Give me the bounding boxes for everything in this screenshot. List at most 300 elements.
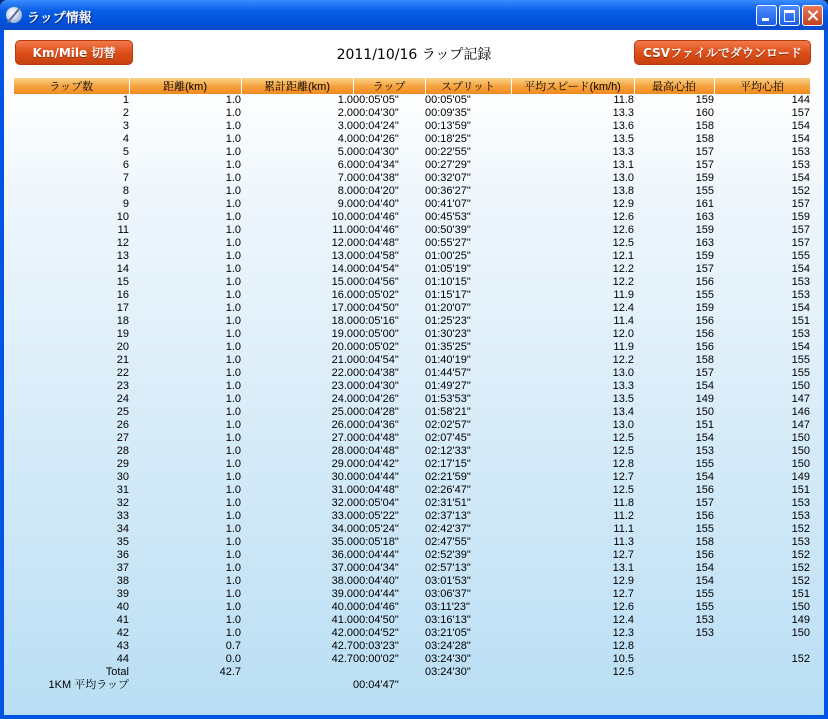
average-speed-cell: 13.6	[612, 120, 634, 132]
average-speed-cell: 12.9	[612, 575, 634, 587]
max-heart-rate-cell	[634, 653, 714, 666]
table-row	[14, 263, 810, 276]
average-speed-cell: 11.8	[613, 497, 634, 509]
cumulative-distance-cell: 25.0	[331, 406, 353, 418]
lap-time-cell: 00:04'44"	[353, 549, 399, 561]
max-heart-rate-cell: 154	[695, 471, 714, 483]
cumulative-distance-cell: 42.0	[331, 627, 353, 639]
max-heart-rate-cell: 154	[695, 575, 714, 587]
max-heart-rate-cell: 157	[695, 159, 714, 171]
split-cell: 03:16'13"	[425, 614, 471, 626]
cumulative-distance-cell: 24.0	[331, 393, 353, 405]
max-heart-rate-cell: 157	[695, 146, 714, 158]
split-cell: 00:18'25"	[425, 133, 471, 145]
average-heart-rate-cell: 149	[791, 614, 810, 626]
split-cell: 01:10'15"	[425, 276, 471, 288]
distance-cell: 1.0	[225, 432, 241, 444]
average-speed-cell: 10.5	[612, 653, 634, 665]
average-speed-cell: 13.3	[612, 107, 634, 119]
max-heart-rate-cell: 153	[695, 614, 714, 626]
split-cell: 02:42'37"	[425, 523, 471, 535]
split-cell: 01:49'27"	[425, 380, 471, 392]
csv-download-button[interactable]: CSVファイルでダウンロード	[634, 40, 811, 65]
average-heart-rate-cell: 153	[791, 510, 810, 522]
average-speed-cell: 12.0	[612, 328, 634, 340]
split-cell: 02:52'39"	[425, 549, 471, 561]
lap-time-cell: 00:04'47"	[353, 679, 399, 691]
lap-time-cell: 00:04'46"	[353, 601, 399, 613]
average-speed-cell: 13.8	[612, 185, 634, 197]
cumulative-distance-cell: 3.0	[337, 120, 353, 132]
average-speed-cell: 13.5	[612, 393, 634, 405]
lap-number-cell: 7	[122, 172, 129, 184]
average-speed-cell	[511, 679, 634, 692]
lap-number-cell: 5	[122, 146, 129, 158]
lap-number-cell: 17	[116, 302, 129, 314]
max-heart-rate-cell: 159	[695, 172, 714, 184]
split-cell: 01:40'19"	[425, 354, 471, 366]
split-cell: 01:25'23"	[425, 315, 471, 327]
average-heart-rate-cell: 159	[791, 211, 810, 223]
total-row	[14, 666, 810, 679]
average-heart-rate-cell: 157	[791, 224, 810, 236]
cumulative-distance-cell: 16.0	[331, 289, 353, 301]
lap-number-cell: 22	[116, 367, 129, 379]
split-cell: 03:06'37"	[425, 588, 471, 600]
split-cell: 02:17'15"	[425, 458, 471, 470]
cumulative-distance-cell: 23.0	[331, 380, 353, 392]
average-speed-cell: 13.3	[612, 146, 634, 158]
distance-cell: 1.0	[225, 523, 241, 535]
cumulative-distance-cell: 38.0	[331, 575, 353, 587]
average-speed-cell: 12.5	[612, 432, 634, 444]
average-heart-rate-cell: 151	[791, 484, 810, 496]
cumulative-distance-cell: 41.0	[331, 614, 353, 626]
km-mile-toggle-button[interactable]: Km/Mile 切替	[15, 40, 133, 65]
average-lap-row	[14, 679, 810, 692]
split-cell: 01:53'53"	[425, 393, 471, 405]
average-speed-cell: 12.5	[612, 237, 634, 249]
cumulative-distance-cell: 14.0	[331, 263, 353, 275]
split-cell: 00:09'35"	[425, 107, 471, 119]
cumulative-distance-cell: 39.0	[331, 588, 353, 600]
cumulative-distance-cell: 1.0	[337, 94, 353, 106]
client-area	[4, 30, 824, 715]
distance-cell: 1.0	[225, 211, 241, 223]
split-cell: 01:35'25"	[425, 341, 471, 353]
lap-number-cell: 12	[116, 237, 129, 249]
lap-number-cell: 32	[116, 497, 129, 509]
distance-cell: 1.0	[225, 172, 241, 184]
lap-number-cell: 35	[116, 536, 129, 548]
average-speed-cell: 11.3	[613, 536, 634, 548]
lap-time-cell: 00:03'23"	[353, 640, 399, 652]
lap-time-cell: 00:04'20"	[353, 185, 399, 197]
table-row	[14, 406, 810, 419]
split-cell	[425, 679, 511, 692]
split-cell: 02:26'47"	[425, 484, 471, 496]
table-row	[14, 172, 810, 185]
table-row	[14, 653, 810, 666]
lap-number-cell: 43	[116, 640, 129, 652]
column-header-lap-time[interactable]: ラップ	[353, 78, 425, 94]
cumulative-distance-cell: 11.0	[332, 224, 353, 236]
average-heart-rate-cell: 151	[791, 588, 810, 600]
table-row	[14, 224, 810, 237]
cumulative-distance-cell: 34.0	[331, 523, 353, 535]
max-heart-rate-cell	[634, 640, 714, 653]
table-row	[14, 432, 810, 445]
max-heart-rate-cell: 156	[695, 549, 714, 561]
lap-number-cell: 11	[117, 224, 129, 236]
average-heart-rate-cell: 150	[791, 627, 810, 639]
average-heart-rate-cell: 153	[791, 159, 810, 171]
table-row	[14, 146, 810, 159]
average-speed-cell: 12.5	[612, 445, 634, 457]
distance-cell: 1.0	[225, 250, 241, 262]
average-speed-cell: 12.7	[612, 588, 634, 600]
table-row	[14, 393, 810, 406]
max-heart-rate-cell: 153	[695, 627, 714, 639]
lap-time-cell: 00:04'34"	[353, 562, 399, 574]
average-heart-rate-cell: 153	[791, 146, 810, 158]
average-heart-rate-cell: 157	[791, 237, 810, 249]
average-heart-rate-cell: 150	[791, 380, 810, 392]
table-row	[14, 536, 810, 549]
average-speed-cell: 13.4	[612, 406, 634, 418]
distance-cell: 1.0	[225, 614, 241, 626]
column-header-average-speed[interactable]: 平均スピード(km/h)	[511, 78, 634, 94]
average-heart-rate-cell: 154	[791, 341, 810, 353]
lap-number-cell: 8	[122, 185, 129, 197]
lap-time-cell: 00:04'30"	[353, 107, 399, 119]
max-heart-rate-cell: 156	[695, 315, 714, 327]
average-speed-cell: 12.6	[612, 224, 634, 236]
distance-cell: 1.0	[225, 315, 241, 327]
distance-cell: 1.0	[225, 237, 241, 249]
table-row	[14, 614, 810, 627]
window-title: ラップ情報	[27, 11, 92, 26]
max-heart-rate-cell: 159	[695, 250, 714, 262]
split-cell: 03:01'53"	[425, 575, 471, 587]
lap-number-cell: 33	[116, 510, 129, 522]
cumulative-distance-cell: 19.0	[331, 328, 353, 340]
average-heart-rate-cell: 154	[791, 263, 810, 275]
split-cell: 03:21'05"	[425, 627, 471, 639]
distance-cell: 1.0	[225, 328, 241, 340]
cumulative-distance-cell: 20.0	[331, 341, 353, 353]
average-speed-cell: 13.3	[612, 380, 634, 392]
max-heart-rate-cell: 155	[695, 588, 714, 600]
table-row	[14, 120, 810, 133]
split-cell: 01:15'17"	[425, 289, 471, 301]
split-cell: 00:45'53"	[425, 211, 471, 223]
distance-cell: 1.0	[225, 575, 241, 587]
distance-cell: 1.0	[225, 601, 241, 613]
distance-cell: 1.0	[225, 94, 241, 106]
max-heart-rate-cell: 155	[695, 601, 714, 613]
distance-cell: 42.7	[219, 666, 241, 678]
split-cell: 02:07'45"	[425, 432, 471, 444]
cumulative-distance-cell: 18.0	[331, 315, 353, 327]
cumulative-distance-cell: 13.0	[331, 250, 353, 262]
average-speed-cell: 13.5	[612, 133, 634, 145]
cumulative-distance-cell: 29.0	[331, 458, 353, 470]
max-heart-rate-cell: 150	[695, 406, 714, 418]
split-cell: 01:44'57"	[425, 367, 471, 379]
max-heart-rate-cell: 159	[695, 94, 714, 106]
lap-time-cell: 00:05'22"	[353, 510, 399, 522]
max-heart-rate-cell: 159	[695, 224, 714, 236]
column-header-lap-number[interactable]: ラップ数	[14, 78, 129, 94]
lap-number-cell: 19	[116, 328, 129, 340]
table-row	[14, 159, 810, 172]
distance-cell	[129, 679, 241, 692]
page-title: 2011/10/16 ラップ記録	[336, 47, 492, 63]
split-cell: 02:12'33"	[425, 445, 471, 457]
max-heart-rate-cell: 154	[695, 432, 714, 444]
average-heart-rate-cell: 153	[791, 328, 810, 340]
distance-cell: 1.0	[225, 510, 241, 522]
average-speed-cell: 11.9	[613, 289, 634, 301]
lap-time-cell: 00:05'18"	[353, 536, 399, 548]
cumulative-distance-cell	[241, 679, 353, 692]
lap-time-cell: 00:05'04"	[353, 497, 399, 509]
average-speed-cell: 12.2	[612, 354, 634, 366]
table-row	[14, 185, 810, 198]
max-heart-rate-cell: 159	[695, 302, 714, 314]
table-row	[14, 315, 810, 328]
table-row	[14, 380, 810, 393]
max-heart-rate-cell: 153	[695, 445, 714, 457]
distance-cell: 1.0	[225, 588, 241, 600]
lap-time-cell: 00:04'40"	[353, 198, 399, 210]
average-speed-cell: 11.9	[613, 341, 634, 353]
close-icon[interactable]	[802, 5, 823, 26]
distance-cell: 1.0	[225, 497, 241, 509]
column-header-average-heart-rate[interactable]: 平均心拍	[714, 78, 810, 94]
lap-time-cell: 00:05'16"	[353, 315, 399, 327]
lap-number-cell: 10	[116, 211, 129, 223]
lap-time-cell: 00:04'36"	[353, 419, 399, 431]
cumulative-distance-cell: 2.0	[337, 107, 353, 119]
average-speed-cell: 13.1	[612, 159, 634, 171]
lap-time-cell: 00:04'42"	[353, 458, 399, 470]
average-speed-cell: 12.6	[612, 211, 634, 223]
max-heart-rate-cell: 156	[695, 341, 714, 353]
distance-cell: 1.0	[225, 445, 241, 457]
cumulative-distance-cell: 33.0	[331, 510, 353, 522]
average-speed-cell: 12.7	[612, 471, 634, 483]
lap-number-cell: 9	[122, 198, 129, 210]
average-heart-rate-cell: 155	[791, 354, 810, 366]
distance-cell: 1.0	[225, 289, 241, 301]
table-row	[14, 419, 810, 432]
split-cell: 00:50'39"	[425, 224, 471, 236]
title-bar[interactable]	[0, 0, 828, 30]
average-speed-cell: 12.2	[612, 263, 634, 275]
max-heart-rate-cell: 156	[695, 484, 714, 496]
cumulative-distance-cell: 35.0	[331, 536, 353, 548]
split-cell: 00:27'29"	[425, 159, 471, 171]
lap-number-cell: 27	[116, 432, 129, 444]
average-speed-cell: 12.5	[612, 666, 634, 678]
lap-time-cell: 00:05'00"	[353, 328, 399, 340]
lap-time-cell: 00:04'54"	[353, 263, 399, 275]
distance-cell: 1.0	[225, 406, 241, 418]
max-heart-rate-cell: 156	[695, 276, 714, 288]
lap-number-cell: 39	[116, 588, 129, 600]
lap-time-cell: 00:04'58"	[353, 250, 399, 262]
distance-cell: 1.0	[225, 380, 241, 392]
average-speed-cell: 12.4	[612, 302, 634, 314]
lap-number-cell: 34	[116, 523, 129, 535]
average-heart-rate-cell: 151	[791, 315, 810, 327]
lap-number-cell: 3	[122, 120, 129, 132]
table-row	[14, 549, 810, 562]
split-cell: 01:05'19"	[425, 263, 471, 275]
table-row	[14, 640, 810, 653]
average-heart-rate-cell: 146	[791, 406, 810, 418]
distance-cell: 1.0	[225, 393, 241, 405]
table-row	[14, 510, 810, 523]
table-row	[14, 497, 810, 510]
lap-time-cell: 00:04'48"	[353, 237, 399, 249]
average-heart-rate-cell: 152	[791, 549, 810, 561]
table-row	[14, 341, 810, 354]
average-heart-rate-cell: 149	[791, 471, 810, 483]
lap-time-cell: 00:04'44"	[353, 588, 399, 600]
table-row	[14, 484, 810, 497]
distance-cell: 1.0	[225, 159, 241, 171]
cumulative-distance-cell: 27.0	[331, 432, 353, 444]
column-header-distance[interactable]: 距離(km)	[129, 78, 241, 94]
split-cell: 00:41'07"	[425, 198, 471, 210]
lap-time-cell: 00:05'02"	[353, 289, 399, 301]
table-row	[14, 237, 810, 250]
split-cell: 01:20'07"	[425, 302, 471, 314]
split-cell: 03:24'28"	[425, 640, 471, 652]
average-speed-cell: 12.8	[612, 640, 634, 652]
distance-cell: 0.0	[225, 653, 241, 665]
lap-number-cell: 15	[116, 276, 129, 288]
lap-number-cell: 44	[116, 653, 129, 665]
lap-time-cell: 00:04'52"	[353, 627, 399, 639]
column-header-cumulative-distance[interactable]: 累計距離(km)	[241, 78, 353, 94]
lap-time-cell: 00:04'46"	[353, 224, 399, 236]
max-heart-rate-cell	[634, 679, 714, 692]
lap-number-cell: 29	[116, 458, 129, 470]
distance-cell: 1.0	[225, 263, 241, 275]
average-speed-cell: 13.0	[612, 419, 634, 431]
lap-time-cell: 00:05'24"	[353, 523, 399, 535]
distance-cell: 1.0	[225, 536, 241, 548]
max-heart-rate-cell: 160	[695, 107, 714, 119]
average-heart-rate-cell: 154	[791, 120, 810, 132]
max-heart-rate-cell: 157	[695, 263, 714, 275]
table-row	[14, 250, 810, 263]
table-row	[14, 445, 810, 458]
table-row	[14, 211, 810, 224]
average-heart-rate-cell	[714, 666, 810, 679]
max-heart-rate-cell: 149	[695, 393, 714, 405]
max-heart-rate-cell: 158	[695, 536, 714, 548]
table-row	[14, 562, 810, 575]
column-header-max-heart-rate[interactable]: 最高心拍	[634, 78, 714, 94]
column-header-split[interactable]: スプリット	[425, 78, 511, 94]
distance-cell: 1.0	[225, 198, 241, 210]
lap-time-cell: 00:04'50"	[353, 302, 399, 314]
lap-time-cell: 00:04'30"	[353, 146, 399, 158]
lap-time-cell: 00:04'30"	[353, 380, 399, 392]
lap-time-cell: 00:04'48"	[353, 484, 399, 496]
max-heart-rate-cell: 157	[695, 367, 714, 379]
table-row	[14, 523, 810, 536]
lap-number-cell: 13	[116, 250, 129, 262]
average-heart-rate-cell: 152	[791, 575, 810, 587]
maximize-icon[interactable]	[779, 5, 800, 26]
cumulative-distance-cell: 31.0	[331, 484, 353, 496]
lap-number-cell: 18	[116, 315, 129, 327]
lap-number-cell: 4	[122, 133, 129, 145]
cumulative-distance-cell: 15.0	[331, 276, 353, 288]
split-cell: 01:00'25"	[425, 250, 471, 262]
lap-number-cell: 38	[116, 575, 129, 587]
average-heart-rate-cell: 150	[791, 432, 810, 444]
cumulative-distance-cell: 6.0	[337, 159, 353, 171]
lap-time-cell: 00:04'26"	[353, 133, 399, 145]
split-cell: 01:58'21"	[425, 406, 471, 418]
split-cell: 01:30'23"	[425, 328, 471, 340]
split-cell: 02:21'59"	[425, 471, 471, 483]
lap-table	[14, 78, 811, 692]
average-speed-cell: 12.5	[612, 484, 634, 496]
table-row	[14, 367, 810, 380]
cumulative-distance-cell: 42.7	[331, 640, 353, 652]
minimize-icon[interactable]	[756, 5, 777, 26]
split-cell: 00:22'55"	[425, 146, 471, 158]
lap-time-cell: 00:04'24"	[353, 120, 399, 132]
average-heart-rate-cell: 157	[791, 198, 810, 210]
lap-time-cell: 00:00'02"	[353, 653, 399, 665]
table-row	[14, 276, 810, 289]
lap-time-cell: 00:04'48"	[353, 445, 399, 457]
max-heart-rate-cell: 151	[695, 419, 714, 431]
max-heart-rate-cell: 155	[695, 185, 714, 197]
table-row	[14, 627, 810, 640]
average-speed-cell: 12.9	[612, 198, 634, 210]
lap-time-cell: 00:04'28"	[353, 406, 399, 418]
average-heart-rate-cell: 154	[791, 133, 810, 145]
table-header-row	[14, 78, 810, 94]
max-heart-rate-cell: 154	[695, 380, 714, 392]
average-speed-cell: 13.0	[612, 367, 634, 379]
average-heart-rate-cell: 150	[791, 458, 810, 470]
average-heart-rate-cell: 154	[791, 302, 810, 314]
lap-time-cell: 00:04'40"	[353, 575, 399, 587]
max-heart-rate-cell: 156	[695, 328, 714, 340]
distance-cell: 1.0	[225, 146, 241, 158]
average-speed-cell: 12.8	[612, 458, 634, 470]
cumulative-distance-cell: 36.0	[331, 549, 353, 561]
average-heart-rate-cell: 152	[791, 562, 810, 574]
cumulative-distance-cell: 42.7	[331, 653, 353, 665]
distance-cell: 1.0	[225, 107, 241, 119]
distance-cell: 0.7	[225, 640, 241, 652]
distance-cell: 1.0	[225, 302, 241, 314]
table-row	[14, 107, 810, 120]
cumulative-distance-cell: 22.0	[331, 367, 353, 379]
